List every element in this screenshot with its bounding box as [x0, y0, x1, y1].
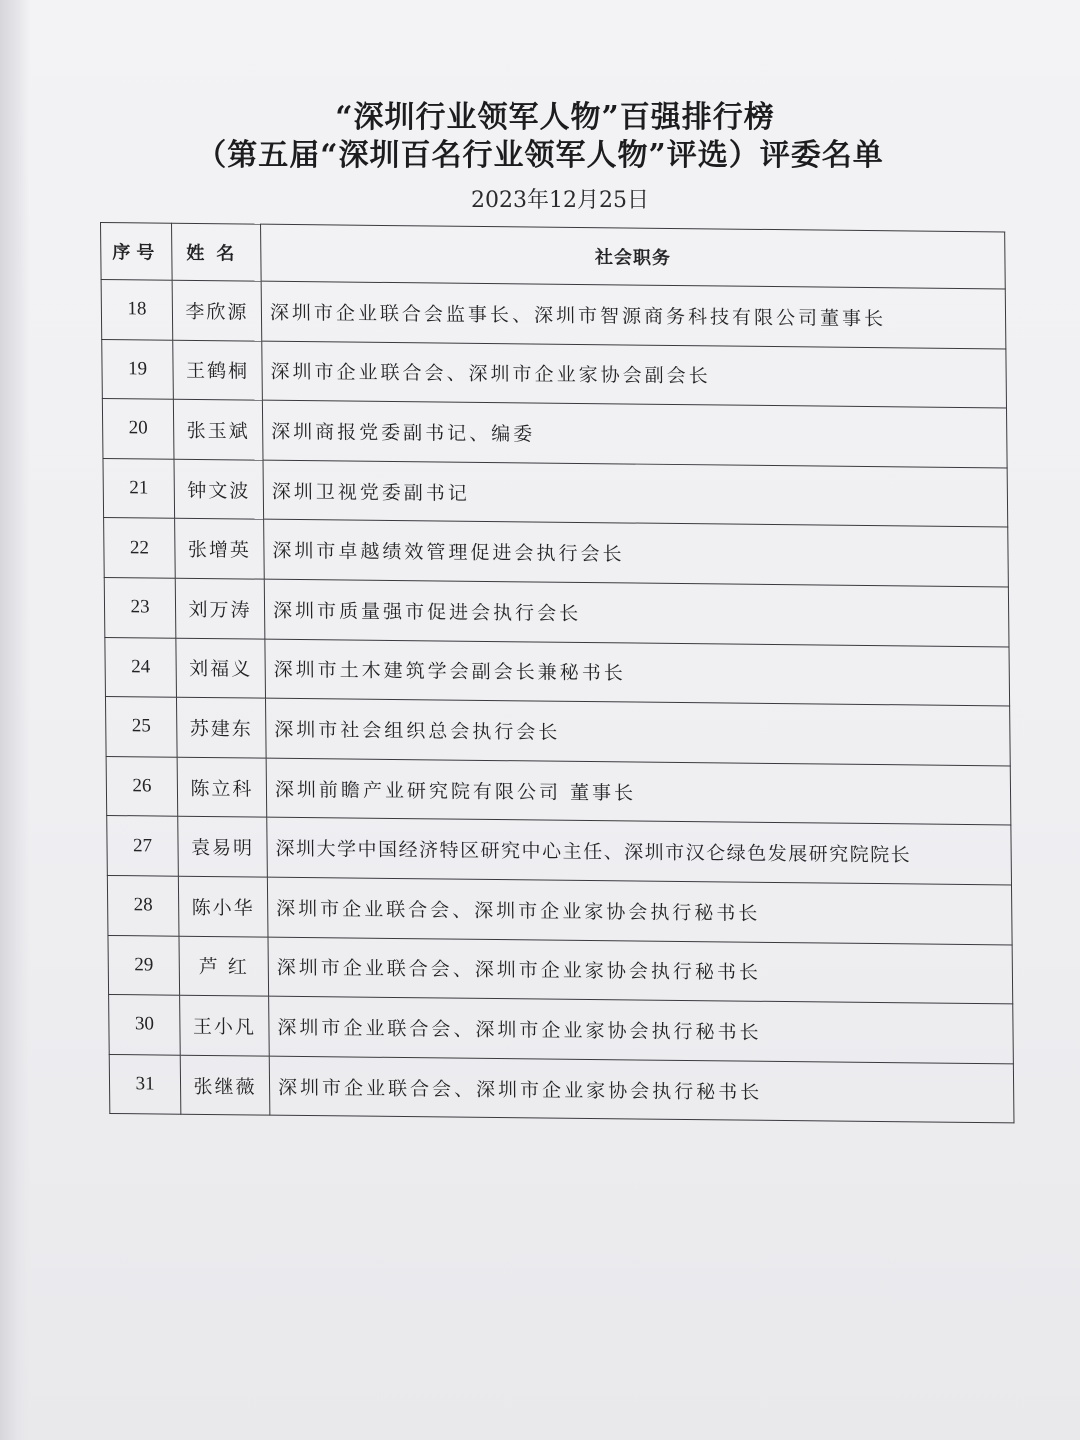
- table-row: [101, 280, 1006, 349]
- row-social-position: 深圳市卓越绩效管理促进会执行会长: [264, 520, 1009, 587]
- table-row: [109, 995, 1014, 1064]
- table-row: [106, 756, 1011, 825]
- table-row: [107, 875, 1012, 944]
- row-serial-number: 19: [102, 339, 174, 399]
- judges-table-container: [100, 222, 1039, 1124]
- row-serial-number: 21: [103, 458, 175, 518]
- header-social-position: 社会职务: [261, 224, 1006, 289]
- table-row: [103, 458, 1008, 527]
- row-serial-number: 24: [105, 637, 177, 697]
- table-row: [105, 697, 1010, 766]
- row-name: 张增英: [175, 519, 265, 580]
- row-name: 苏建东: [176, 697, 266, 758]
- row-serial-number: 26: [106, 756, 178, 816]
- row-social-position: 深圳卫视党委副书记: [263, 460, 1008, 527]
- document-subtitle: （第五届“深圳百名行业领军人物”评选）评委名单: [196, 138, 884, 173]
- row-serial-number: 29: [108, 935, 180, 995]
- row-name: 王鹤桐: [173, 340, 263, 401]
- row-social-position: 深圳大学中国经济特区研究中心主任、深圳市汉仑绿色发展研究院院长: [267, 817, 1012, 884]
- row-serial-number: 25: [105, 697, 177, 757]
- row-name: 钟文波: [174, 459, 264, 520]
- row-social-position: 深圳市质量强市促进会执行会长: [264, 579, 1009, 646]
- table-row: [104, 577, 1009, 646]
- row-serial-number: 23: [104, 577, 176, 637]
- table-row: [102, 339, 1007, 408]
- header-name: 姓名: [172, 223, 262, 281]
- row-serial-number: 30: [109, 995, 181, 1055]
- row-name: 刘福义: [176, 638, 266, 699]
- row-social-position: 深圳商报党委副书记、编委: [262, 400, 1007, 467]
- row-social-position: 深圳市土木建筑学会副会长兼秘书长: [265, 639, 1010, 706]
- row-social-position: 深圳市企业联合会、深圳市企业家协会副会长: [262, 341, 1007, 408]
- row-name: 李欣源: [172, 280, 262, 341]
- row-name: 陈立科: [177, 757, 267, 818]
- row-name: 王小凡: [180, 995, 270, 1056]
- row-social-position: 深圳前瞻产业研究院有限公司 董事长: [266, 758, 1011, 825]
- row-social-position: 深圳市企业联合会监事长、深圳市智源商务科技有限公司董事长: [261, 281, 1006, 348]
- row-name: 陈小华: [178, 876, 268, 937]
- row-social-position: 深圳市企业联合会、深圳市企业家协会执行秘书长: [268, 937, 1013, 1004]
- row-social-position: 深圳市企业联合会、深圳市企业家协会执行秘书长: [267, 877, 1012, 944]
- row-serial-number: 27: [107, 816, 179, 876]
- row-social-position: 深圳市企业联合会、深圳市企业家协会执行秘书长: [269, 1056, 1014, 1123]
- row-name: 刘万涛: [175, 578, 265, 639]
- row-social-position: 深圳市企业联合会、深圳市企业家协会执行秘书长: [269, 996, 1014, 1063]
- table-row: [107, 816, 1012, 885]
- document-date: 2023年12月25日: [471, 188, 649, 213]
- table-header-row: [101, 223, 1006, 289]
- table-row: [104, 518, 1009, 587]
- table-row: [105, 637, 1010, 706]
- row-social-position: 深圳市社会组织总会执行会长: [265, 698, 1010, 765]
- row-serial-number: 22: [104, 518, 176, 578]
- document-title: “深圳行业领军人物”百强排行榜: [335, 100, 775, 135]
- row-name: 袁易明: [178, 817, 268, 878]
- table-row: [102, 399, 1007, 468]
- row-name: 张玉斌: [173, 399, 263, 460]
- judges-table: [100, 222, 1014, 1124]
- row-name: 芦 红: [179, 936, 269, 997]
- header-serial-number: 序号: [101, 223, 173, 281]
- row-serial-number: 18: [101, 280, 173, 340]
- row-serial-number: 28: [107, 875, 179, 935]
- row-serial-number: 20: [102, 399, 174, 459]
- table-row: [109, 1054, 1014, 1123]
- row-name: 张继薇: [180, 1055, 270, 1116]
- table-row: [108, 935, 1013, 1004]
- row-serial-number: 31: [109, 1054, 181, 1114]
